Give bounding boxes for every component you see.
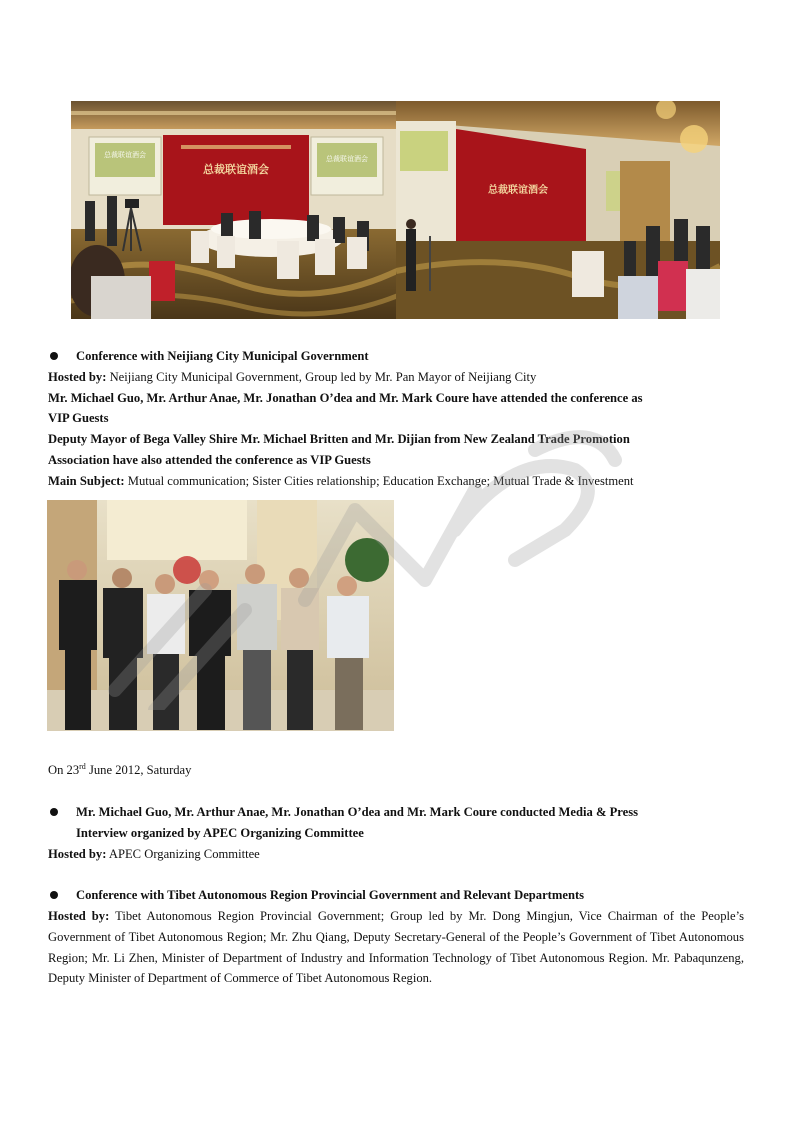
- left-screen-text: 总裁联谊酒会: [104, 151, 146, 159]
- subject-text: Mutual communication; Sister Cities relationship; Education Exchange; Mutual Trade & Investment: [124, 474, 634, 488]
- attendees-line-cont: VIP Guests: [48, 411, 109, 425]
- hosted-text: APEC Organizing Committee: [106, 847, 260, 861]
- interview-title-line1: Mr. Michael Guo, Mr. Arthur Anae, Mr. Jonathan O’dea and Mr. Mark Coure conducted Media & Press: [76, 805, 639, 819]
- right-banner-title: 总裁联谊酒会: [488, 185, 548, 196]
- date-prefix: On 23: [48, 763, 80, 777]
- hosted-text: Tibet Autonomous Region Provincial Government; Group led by Mr. Dong Mingjun, Vice Chairman of the People’s Government of Tibet Autonomous Region; Mr. Zhu Qiang, Deputy Secretary-General of the People’s Government of Tibet Autonomous Region; Mr. Li Zhen, Minister of Department of Industry and Information Technology of Tibet Autonomous Region. Mr. Pabaqunzeng, Deputy Minister of Department of Commerce of Tibet Autonomous Region.: [48, 909, 744, 986]
- deputy-line: Deputy Mayor of Bega Valley Shire Mr. Michael Britten and Mr. Dijian from New Zealand Trade Promotion: [48, 432, 630, 446]
- conference-photo-left: [71, 101, 397, 319]
- conference2-title: Conference with Tibet Autonomous Region Provincial Government and Relevant Departments: [76, 888, 585, 902]
- hosted-label: Hosted by:: [48, 847, 107, 861]
- main-subject: [48, 471, 748, 492]
- bullet-icon: [50, 891, 58, 899]
- conference1-title: Conference with Neijiang City Municipal Government: [76, 349, 369, 363]
- interview-title-line2: Interview organized by APEC Organizing Committee: [76, 826, 364, 840]
- group-photo: [47, 500, 394, 731]
- conference-photo-right: [396, 101, 720, 319]
- subject-label: Main Subject:: [48, 474, 125, 488]
- date-line: [48, 760, 748, 781]
- hosted-label: Hosted by:: [48, 909, 110, 923]
- date-suffix: June 2012, Saturday: [85, 763, 192, 777]
- deputy-line-cont: Association have also attended the conference as VIP Guests: [48, 453, 371, 467]
- date-ordinal: rd: [79, 761, 86, 771]
- hosted-label: Hosted by:: [48, 370, 107, 384]
- conference1-hosted: [48, 367, 748, 388]
- conference2-hosted: [48, 906, 744, 989]
- banner-title: 总裁联谊酒会: [203, 164, 269, 176]
- attendees-line: Mr. Michael Guo, Mr. Arthur Anae, Mr. Jonathan O’dea and Mr. Mark Coure have attended the conference as: [48, 391, 643, 405]
- interview-hosted: [48, 844, 748, 865]
- hosted-text: Neijiang City Municipal Government, Group led by Mr. Pan Mayor of Neijiang City: [106, 370, 537, 384]
- bullet-icon: [50, 352, 58, 360]
- right-screen-text: 总裁联谊酒会: [326, 155, 368, 163]
- bullet-icon: [50, 808, 58, 816]
